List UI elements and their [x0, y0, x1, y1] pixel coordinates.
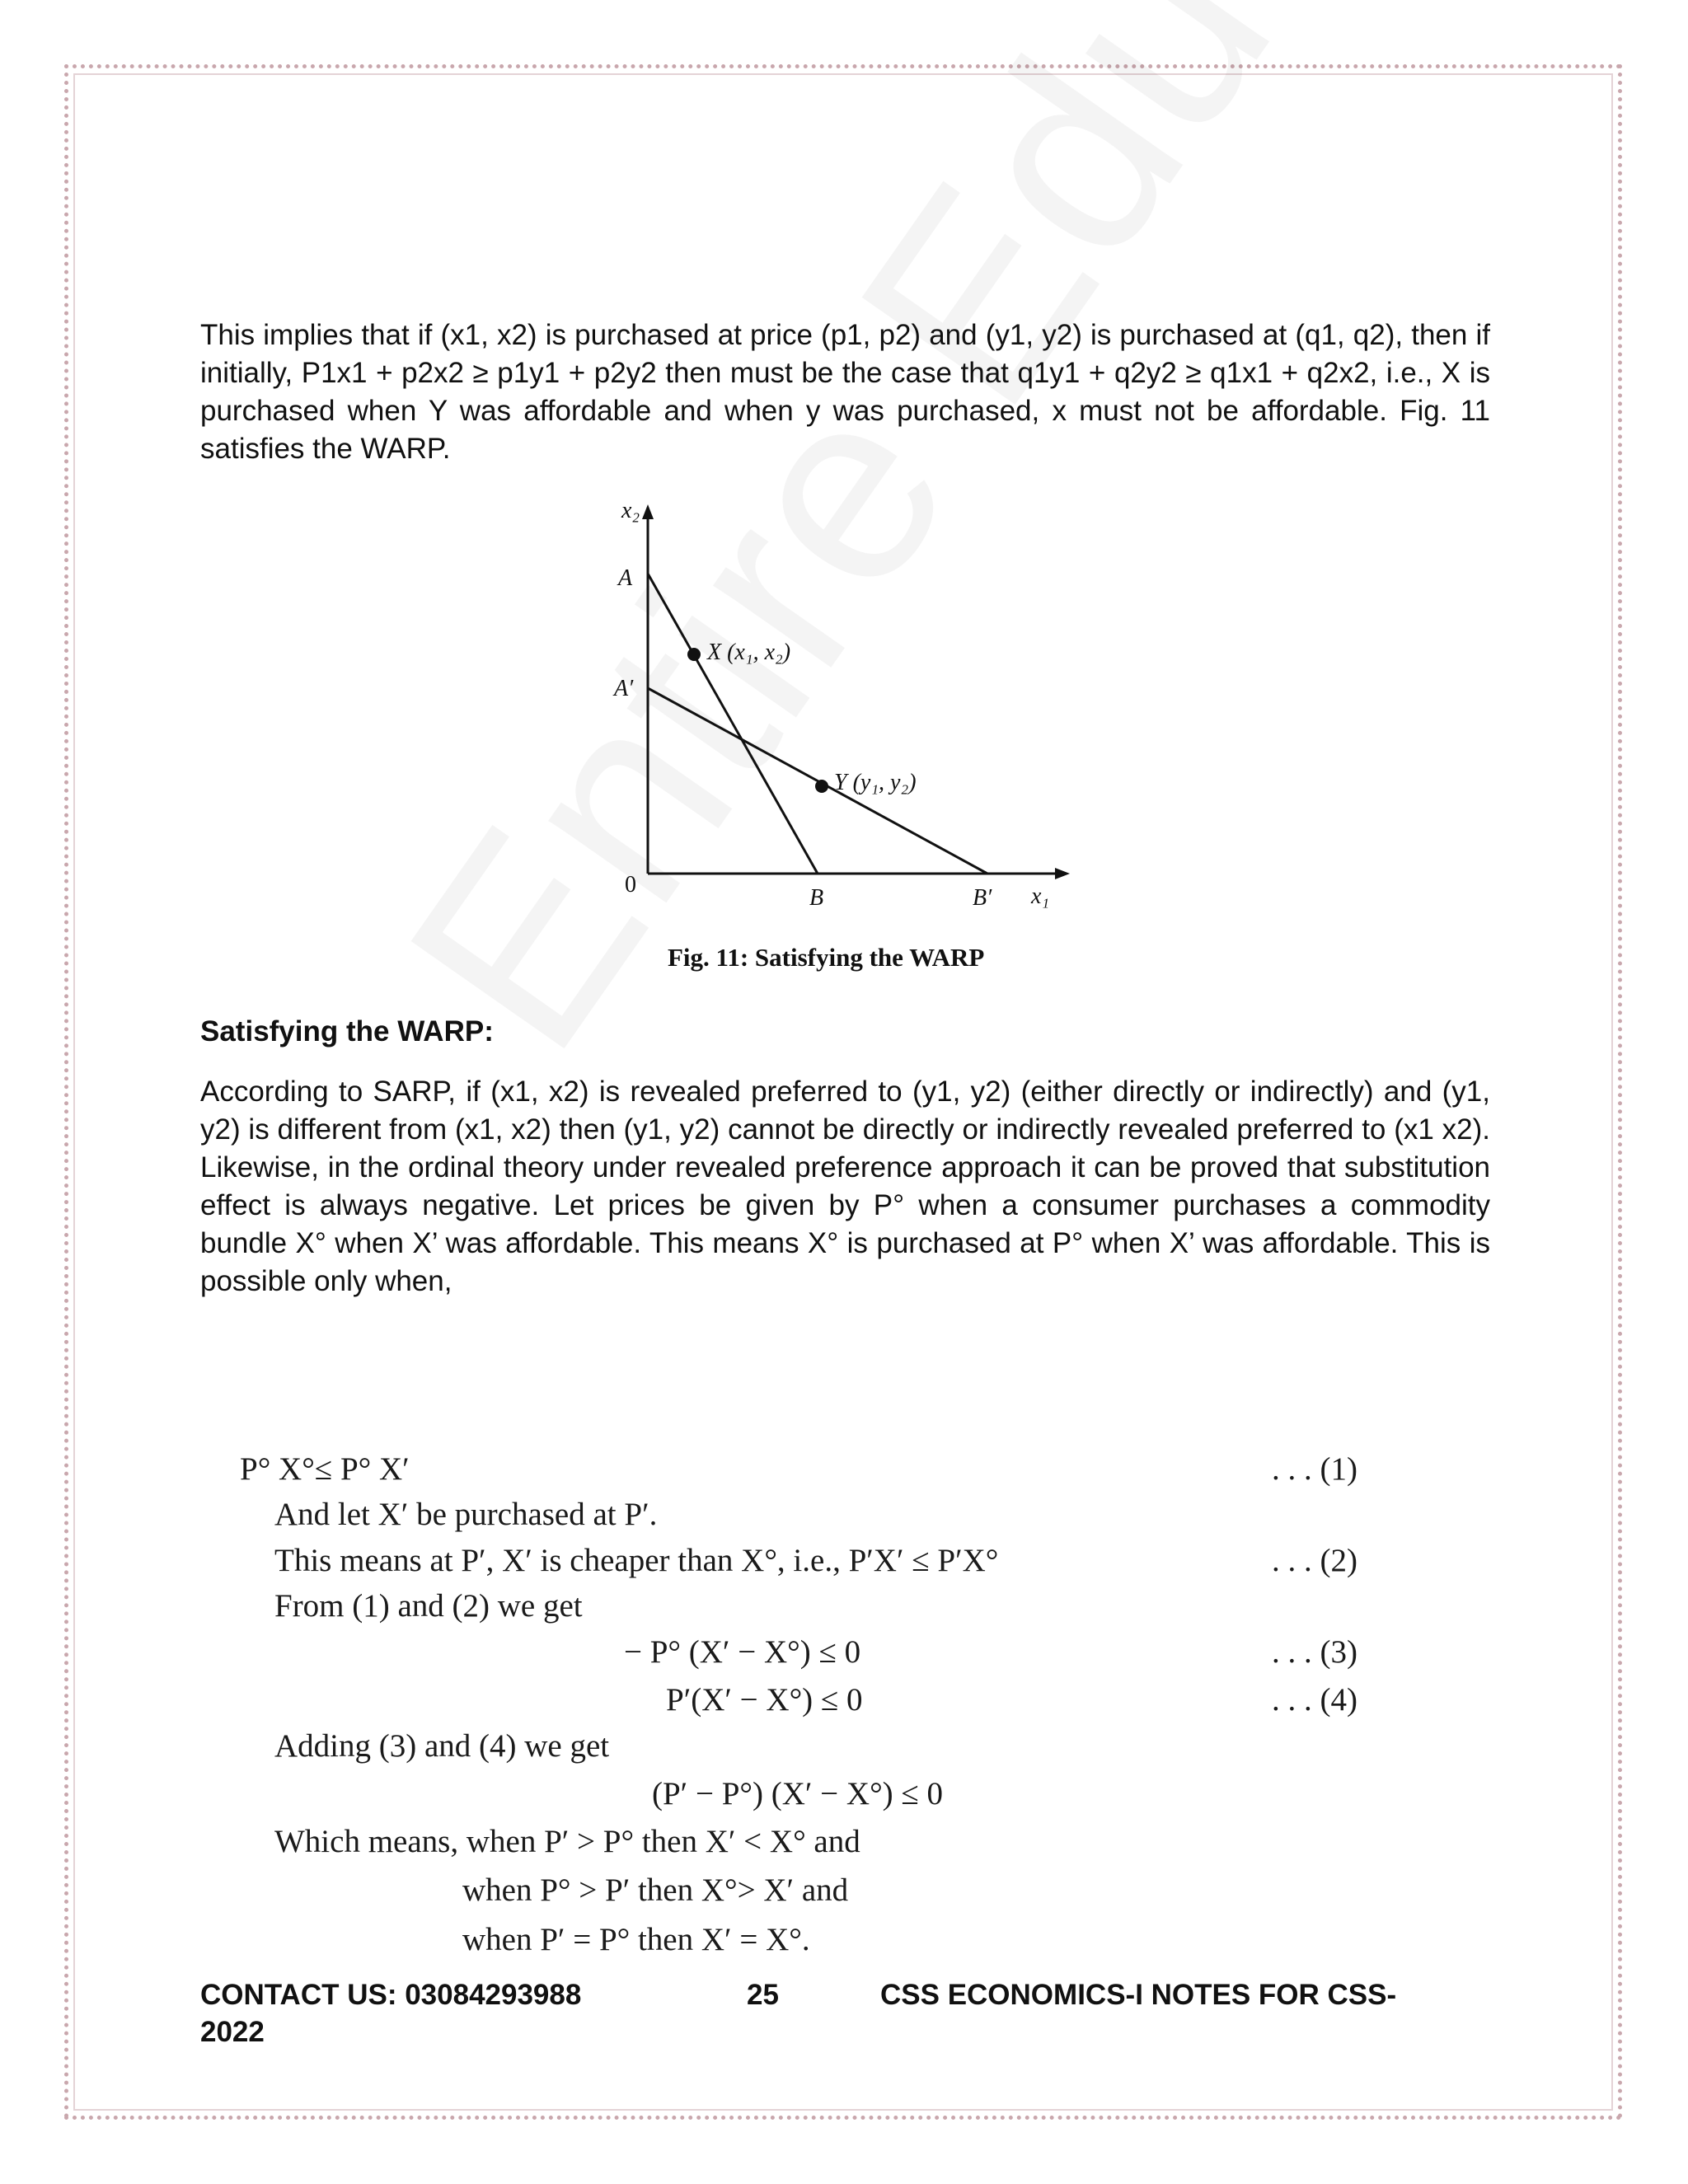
derivation-line-1: P° X°≤ P° X′: [240, 1451, 410, 1487]
origin-label: 0: [625, 872, 636, 898]
point-b-label: B: [809, 885, 824, 911]
equation-number-1: . . . (1): [1272, 1451, 1357, 1487]
footer-title: CSS ECONOMICS-I NOTES FOR CSS-: [880, 1979, 1397, 2011]
section-heading: Satisfying the WARP:: [200, 1015, 494, 1047]
y-axis-arrow: [642, 504, 654, 519]
sarp-paragraph: According to SARP, if (x1, x2) is revealed preferred to (y1, y2) (either directly or indirectly) and (y1, y2) is different from (x1, x2) then (y1, y2) cannot be directly or indirectly revealed preferred to (x1 x2). Likewise, in the ordinal theory under revealed preference approach it can be proved that substitution effect is always negative. Let prices be given by P° when a consumer purchases a commodity bundle X° when X’ was affordable. This means X° is purchased at P° when X’ was affordable. This is possible only when,: [200, 1076, 1490, 1297]
derivation-line-2: And let X′ be purchased at P′.: [274, 1497, 658, 1532]
figure-warp: [593, 494, 1104, 989]
x-axis-arrow: [1055, 868, 1070, 879]
derivation-line-11: when P′ = P° then X′ = X°.: [462, 1922, 810, 1957]
footer-year: 2022: [200, 2016, 265, 2048]
point-a-prime-label: A′: [614, 676, 634, 701]
point-x-label: X (x₁, x₂): [707, 640, 791, 665]
derivation-line-6: P′(X′ − X°) ≤ 0: [666, 1682, 863, 1718]
footer-contact: CONTACT US: 03084293988: [200, 1979, 582, 2011]
point-a-label: A: [618, 565, 633, 591]
budget-line-ab: [648, 574, 818, 874]
page-footer: [200, 1976, 1490, 2050]
budget-line-a-prime-b-prime: [648, 688, 987, 874]
intro-paragraph: This implies that if (x1, x2) is purchased at price (p1, p2) and (y1, y2) is purchased at (q1, q2), then if initially, P1x1 + p2x2 ≥ p1y1 + p2y2 then must be the case that q1y1 + q2y2 ≥ q1x1 + q2x2, i.e., X is purchased when Y was affordable and when y was purchased, x must not be affordable. Fig. 11 satisfies the WARP.: [200, 319, 1490, 465]
y-axis-label: x₂: [621, 498, 640, 523]
derivation-line-5: − P° (X′ − X°) ≤ 0: [624, 1634, 861, 1670]
derivation-line-3: This means at P′, X′ is cheaper than X°, i.e., P′X′ ≤ P′X°: [274, 1543, 999, 1578]
point-b-prime-label: B′: [973, 885, 992, 911]
derivation-line-10: when P° > P′ then X°> X′ and: [462, 1872, 849, 1908]
point-y-dot: [815, 780, 828, 793]
derivation-line-8: (P′ − P°) (X′ − X°) ≤ 0: [652, 1776, 944, 1811]
footer-page-number: 25: [747, 1979, 779, 2011]
x-axis-label: x₁: [1031, 883, 1050, 909]
point-y-label: Y (y₁, y₂): [834, 770, 917, 795]
derivation-line-9: Which means, when P′ > P° then X′ < X° and: [274, 1824, 860, 1859]
point-x-dot: [687, 648, 701, 661]
equation-number-4: . . . (4): [1272, 1682, 1357, 1718]
figure-caption: Fig. 11: Satisfying the WARP: [668, 943, 985, 972]
equation-number-2: . . . (2): [1272, 1543, 1357, 1578]
derivation-line-7: Adding (3) and (4) we get: [274, 1728, 610, 1764]
derivation-line-4: From (1) and (2) we get: [274, 1588, 583, 1624]
equation-number-3: . . . (3): [1272, 1634, 1357, 1670]
